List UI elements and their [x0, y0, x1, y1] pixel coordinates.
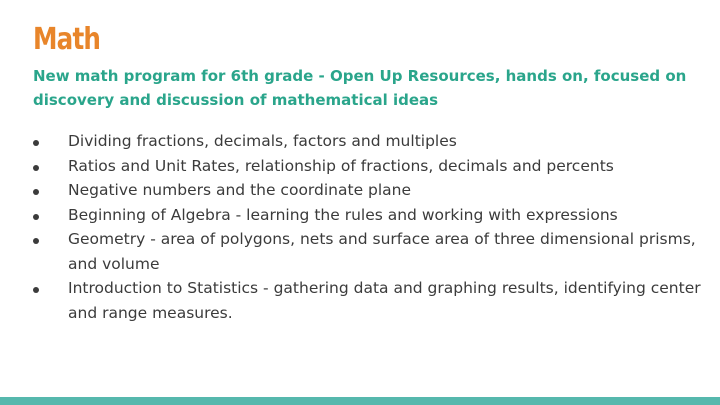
- bullet-item-statistics: [33, 276, 713, 325]
- bottom-accent-bar: [0, 397, 720, 405]
- bullet-dot-icon: [33, 189, 39, 195]
- bullet-dot-icon: [33, 238, 39, 244]
- bullet-dot-icon: [33, 140, 39, 146]
- bullet-text: Geometry - area of polygons, nets and surface area of three dimensional prisms, and volume: [68, 230, 696, 273]
- bullet-item-ratios: [33, 154, 713, 179]
- bullet-dot-icon: [33, 214, 39, 220]
- bullet-dot-icon: [33, 287, 39, 293]
- bullet-text: Introduction to Statistics - gathering data and graphing results, identifying center and range measures.: [68, 279, 701, 322]
- slide-subtitle: New math program for 6th grade - Open Up Resources, hands on, focused on discovery and discussion of mathematical ideas: [33, 67, 687, 109]
- bullet-text: Dividing fractions, decimals, factors and multiples: [68, 132, 457, 150]
- bullet-list: [33, 129, 713, 325]
- bullet-text: Negative numbers and the coordinate plane: [68, 181, 412, 199]
- bullet-item-fractions: [33, 129, 713, 154]
- bullet-item-geometry: [33, 227, 713, 276]
- bullet-item-algebra: [33, 203, 713, 228]
- bullet-item-negative-numbers: [33, 178, 713, 203]
- bullet-dot-icon: [33, 165, 39, 171]
- slide-title: Math: [33, 22, 101, 57]
- bullet-text: Ratios and Unit Rates, relationship of fractions, decimals and percents: [68, 156, 614, 175]
- bullet-text: Beginning of Algebra - learning the rules and working with expressions: [68, 205, 618, 224]
